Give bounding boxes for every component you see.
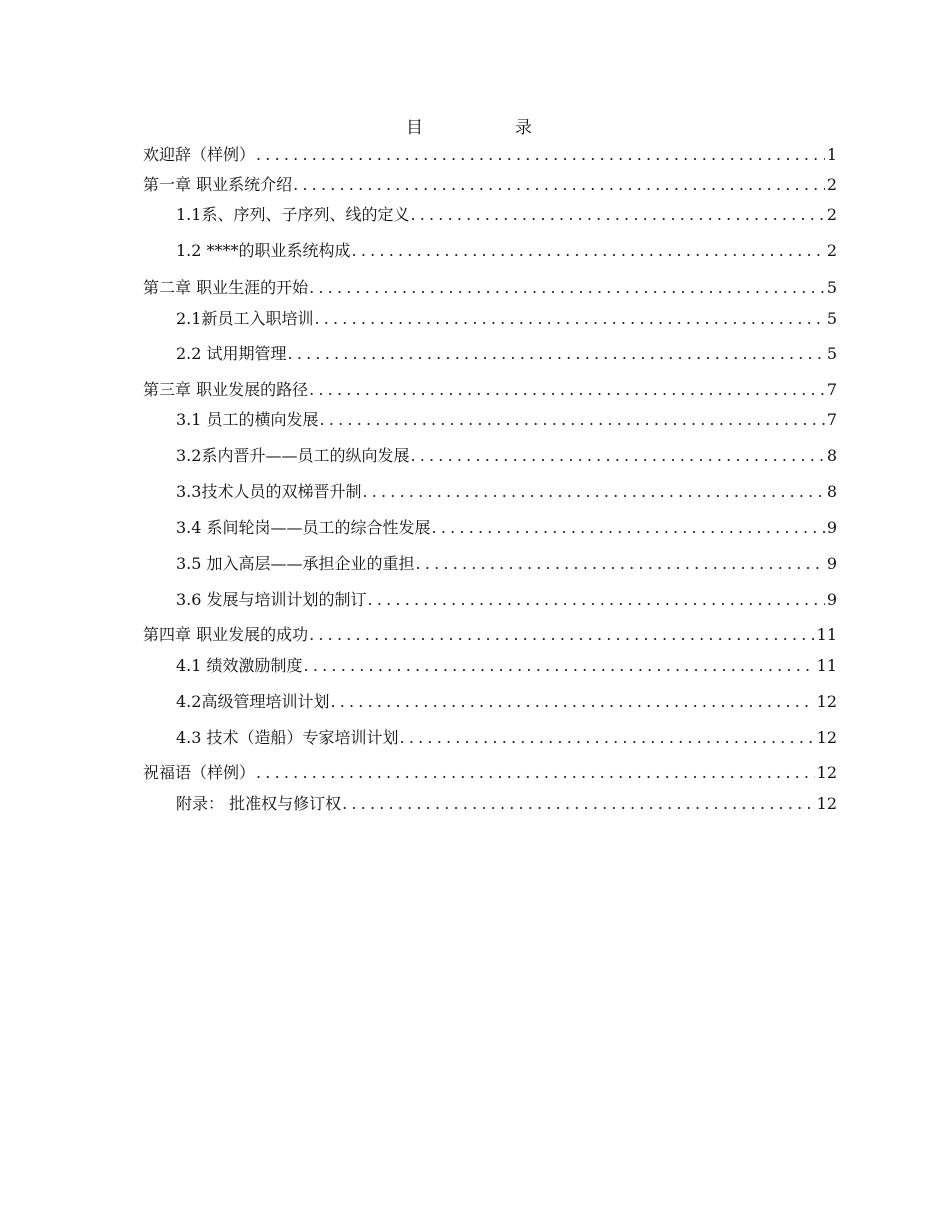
toc-entry-label: 4.3 技术（造船）专家培训计划 (176, 728, 399, 747)
toc-entry-chapter-2[interactable] (143, 276, 837, 300)
toc-page-number: 7 (826, 410, 837, 429)
toc-entry-appendix[interactable] (176, 792, 837, 816)
toc-entry-label: 3.3技术人员的双梯晋升制 (176, 482, 362, 501)
toc-entry-blessing[interactable] (143, 761, 837, 785)
toc-entry-section-2-1[interactable] (176, 307, 837, 331)
toc-page-number: 9 (826, 518, 837, 537)
toc-entry-label: 4.1 绩效激励制度 (176, 656, 303, 675)
toc-page-number: 8 (826, 482, 837, 501)
toc-leader (432, 516, 825, 540)
toc-entry-section-3-2[interactable] (176, 444, 837, 468)
toc-entry-chapter-4[interactable] (143, 623, 837, 647)
toc-page-number: 2 (826, 175, 837, 194)
toc-entry-section-3-1[interactable] (176, 408, 837, 432)
toc-page-number: 1 (826, 145, 837, 164)
toc-entry-section-3-3[interactable] (176, 480, 837, 504)
toc-entry-section-1-1[interactable] (176, 203, 837, 227)
toc-entry-section-4-3[interactable] (176, 726, 837, 750)
toc-page-number: 2 (826, 205, 837, 224)
toc-entry-label: 3.6 发展与培训计划的制订 (176, 590, 367, 609)
toc-entry-label: 第一章 职业系统介绍 (143, 175, 293, 194)
toc-entry-label: 3.1 员工的横向发展 (176, 410, 319, 429)
toc-page-number: 12 (816, 728, 837, 747)
toc-leader (320, 408, 825, 432)
toc-entry-label: 4.2高级管理培训计划 (176, 692, 330, 711)
toc-entry-welcome[interactable] (143, 143, 837, 167)
toc-entry-chapter-3[interactable] (143, 378, 837, 402)
toc-leader (352, 239, 825, 263)
toc-entry-label: 第四章 职业发展的成功 (143, 625, 309, 644)
toc-entry-label: 2.1新员工入职培训 (176, 309, 314, 328)
toc-page-number: 2 (826, 241, 837, 260)
toc-page-number: 9 (826, 554, 837, 573)
toc-entry-section-4-2[interactable] (176, 690, 837, 714)
toc-leader (309, 276, 825, 300)
toc-leader (330, 690, 814, 714)
toc-title-char-1: 目 (406, 118, 423, 138)
toc-entry-label: 3.5 加入高层——承担企业的重担 (176, 554, 415, 573)
toc-page-number: 7 (826, 380, 837, 399)
toc-entry-label: 祝福语（样例） (143, 763, 256, 782)
toc-page-number: 5 (826, 278, 837, 297)
toc-entry-section-3-6[interactable] (176, 588, 837, 612)
toc-title (0, 113, 938, 138)
toc-entry-section-3-5[interactable] (176, 552, 837, 576)
toc-leader (256, 761, 815, 785)
toc-page-number: 5 (826, 309, 837, 328)
toc-leader (288, 342, 825, 366)
toc-leader (400, 726, 815, 750)
toc-entry-section-3-4[interactable] (176, 516, 837, 540)
toc-entry-section-2-2[interactable] (176, 342, 837, 366)
toc-leader (362, 480, 824, 504)
toc-leader (309, 378, 825, 402)
toc-page-number: 11 (816, 656, 837, 675)
toc-page-number: 12 (816, 692, 837, 711)
toc-leader (410, 203, 824, 227)
toc-leader (309, 623, 815, 647)
toc-entry-label: 第三章 职业发展的路径 (143, 380, 309, 399)
toc-leader (256, 143, 825, 167)
toc-leader (368, 588, 825, 612)
toc-leader (304, 654, 815, 678)
toc-leader (293, 173, 825, 197)
toc-leader (314, 307, 824, 331)
toc-page-number: 9 (826, 590, 837, 609)
toc-page-number: 12 (816, 794, 837, 813)
toc-entry-label: 第二章 职业生涯的开始 (143, 278, 309, 297)
toc-entry-section-1-2[interactable] (176, 239, 837, 263)
toc-leader (342, 792, 815, 816)
toc-page-number: 8 (826, 446, 837, 465)
toc-entry-label: 3.2系内晋升——员工的纵向发展 (176, 446, 410, 465)
toc-leader (410, 444, 824, 468)
toc-page-number: 5 (826, 344, 837, 363)
toc-title-char-2: 录 (515, 118, 532, 138)
toc-page-number: 12 (816, 763, 837, 782)
toc-entry-label: 1.2 ****的职业系统构成 (176, 241, 351, 260)
toc-entry-chapter-1[interactable] (143, 173, 837, 197)
toc-leader (416, 552, 825, 576)
toc-entry-label: 附录： 批准权与修订权 (176, 794, 342, 813)
toc-page-number: 11 (816, 625, 837, 644)
toc-entry-label: 1.1系、序列、子序列、线的定义 (176, 205, 410, 224)
toc-entry-section-4-1[interactable] (176, 654, 837, 678)
toc-entry-label: 2.2 试用期管理 (176, 344, 287, 363)
toc-entry-label: 3.4 系间轮岗——员工的综合性发展 (176, 518, 431, 537)
toc-entry-label: 欢迎辞（样例） (143, 145, 256, 164)
